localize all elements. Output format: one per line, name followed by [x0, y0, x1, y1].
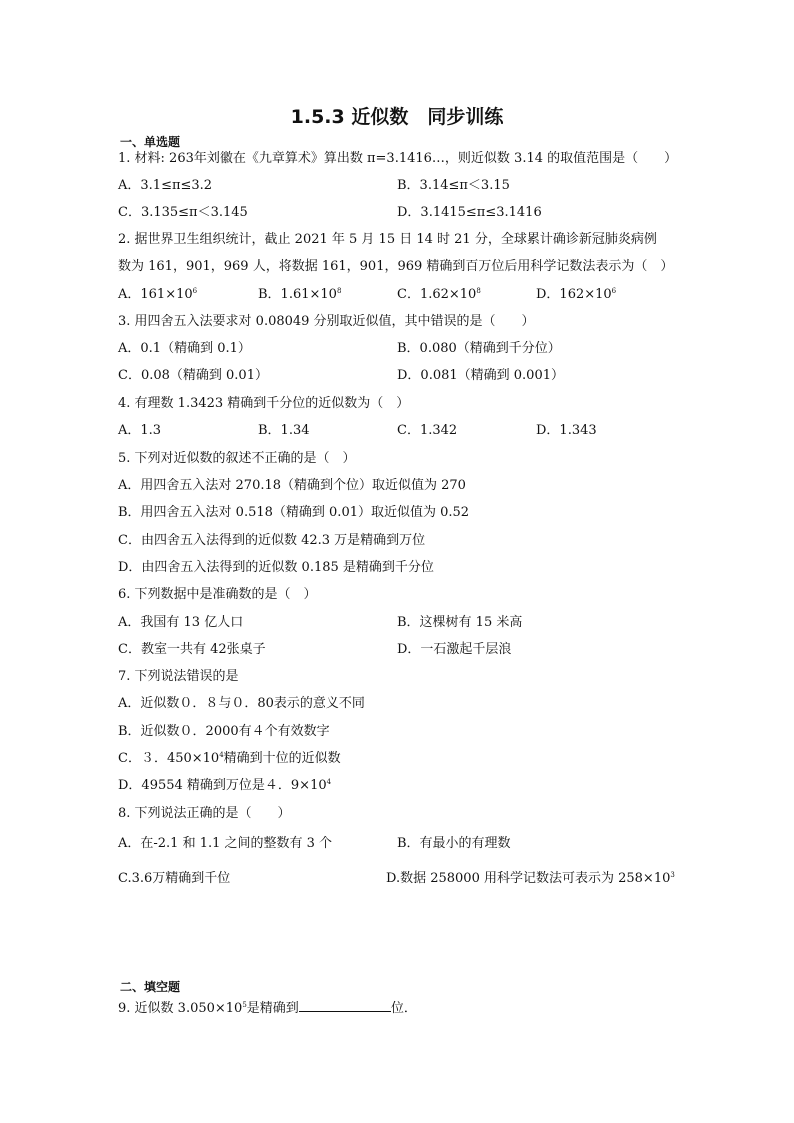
question-3-option-d[interactable]: D．0.081（精确到 0.001） — [397, 368, 564, 383]
question-9-middle: 是精确到 — [246, 1001, 299, 1016]
question-8-option-a[interactable]: A．在-2.1 和 1.1 之间的整数有 3 个 — [118, 836, 333, 851]
question-6-option-b[interactable]: B．这棵树有 15 米高 — [397, 615, 523, 630]
question-3-stem: 3. 用四舍五入法要求对 0.08049 分别取近似值，其中错误的是（ ） — [118, 314, 535, 329]
question-7-option-b[interactable]: B．近似数０．2000有４个有效数字 — [118, 724, 330, 739]
question-5-option-a[interactable]: A．用四舍五入法对 270.18（精确到个位）取近似值为 270 — [118, 478, 466, 493]
question-2-option-a[interactable] — [118, 286, 197, 304]
question-6-option-a[interactable]: A．我国有 13 亿人口 — [118, 615, 244, 630]
option-d-base: D.数据 258000 用科学记数法可表示为 258×10 — [386, 871, 671, 886]
question-6-options-row-1 — [118, 614, 698, 632]
question-5-option-b[interactable]: B．用四舍五入法对 0.518（精确到 0.01）取近似值为 0.52 — [118, 505, 470, 520]
question-6-option-c[interactable]: C．教室一共有 42张桌子 — [118, 642, 266, 657]
question-1-options-row-1 — [118, 177, 698, 195]
option-c-base: C．1.62×10 — [397, 287, 477, 302]
question-4-stem: 4. 有理数 1.3423 精确到千分位的近似数为（ ） — [118, 396, 410, 411]
question-9-prefix: 9. 近似数 3.050×10 — [118, 1001, 243, 1016]
question-8-options-row-1 — [118, 835, 698, 853]
question-8-stem: 8. 下列说法正确的是（ ） — [118, 806, 291, 821]
question-3-option-c[interactable]: C．0.08（精确到 0.01） — [118, 368, 268, 383]
option-d-exponent: 4 — [326, 778, 332, 786]
option-d-base: D．162×10 — [536, 287, 612, 302]
question-2-options-row — [118, 286, 698, 304]
question-3-option-b[interactable]: B．0.080（精确到千分位） — [397, 341, 561, 356]
question-1-option-a[interactable]: A．3.1≤π≤3.2 — [118, 178, 213, 193]
question-4-option-b[interactable]: B．1.34 — [258, 423, 310, 438]
question-4-options-row — [118, 422, 698, 440]
option-d-exponent: 3 — [670, 871, 675, 879]
section-heading-fill-in: 二、填空题 — [120, 980, 181, 994]
question-4-option-c[interactable]: C．1.342 — [397, 423, 458, 438]
question-2-option-d[interactable] — [536, 286, 616, 304]
option-c-exponent: 8 — [476, 287, 481, 295]
option-a-exponent: 6 — [192, 287, 198, 295]
question-8-option-c[interactable]: C.3.6万精确到千位 — [118, 871, 231, 886]
question-8-option-d[interactable] — [386, 870, 675, 888]
option-c-rest: 精确到十位的近似数 — [223, 751, 341, 766]
question-5-option-d[interactable]: D．由四舍五入法得到的近似数 0.185 是精确到千分位 — [118, 560, 434, 575]
question-1-options-row-2 — [118, 204, 698, 222]
question-8-option-b[interactable]: B．有最小的有理数 — [397, 836, 511, 851]
question-2-stem-line-2: 数为 161，901，969 人，将数据 161，901，969 精确到百万位后用科学记数法表示为（ ） — [118, 259, 674, 274]
question-6-option-d[interactable]: D．一石激起千层浪 — [397, 642, 512, 657]
question-1-option-b[interactable]: B．3.14≤π＜3.15 — [397, 178, 510, 193]
question-7-option-c[interactable] — [118, 750, 341, 768]
question-7-option-a[interactable]: A．近似数０．８与０．80表示的意义不同 — [118, 696, 365, 711]
option-c-exponent: 4 — [219, 751, 224, 759]
question-2-option-c[interactable] — [397, 286, 481, 304]
question-7-option-d[interactable] — [118, 777, 331, 795]
question-7-stem: 7. 下列说法错误的是 — [118, 669, 239, 684]
question-3-options-row-1 — [118, 340, 698, 358]
question-2-option-b[interactable] — [258, 286, 341, 304]
option-b-exponent: 8 — [336, 287, 342, 295]
question-1-option-d[interactable]: D．3.1415≤π≤3.1416 — [397, 205, 542, 220]
question-1-stem: 1. 材料: 263年刘徽在《九章算术》算出数 π=3.1416…，则近似数 3.14 的取值范围是（ ） — [118, 151, 678, 166]
question-6-options-row-2 — [118, 641, 698, 659]
option-d-exponent: 6 — [611, 287, 617, 295]
question-4-option-d[interactable]: D．1.343 — [536, 423, 597, 438]
option-d-base: D．49554 精确到万位是４．9×10 — [118, 778, 327, 793]
question-6-stem: 6. 下列数据中是准确数的是（ ） — [118, 587, 317, 602]
question-4-option-a[interactable]: A．1.3 — [118, 423, 162, 438]
question-9-exponent: 5 — [242, 1001, 247, 1009]
section-heading-single-choice: 一、单选题 — [120, 135, 181, 149]
question-5-option-c[interactable]: C．由四舍五入法得到的近似数 42.3 万是精确到万位 — [118, 533, 426, 548]
question-9-answer-blank[interactable] — [299, 997, 391, 1012]
question-3-option-a[interactable]: A．0.1（精确到 0.1） — [118, 341, 251, 356]
question-8-options-row-2 — [118, 870, 698, 888]
question-9-suffix: 位． — [390, 1001, 417, 1016]
page-title: 1.5.3 近似数 同步训练 — [290, 106, 504, 128]
question-1-option-c[interactable]: C．3.135≤π＜3.145 — [118, 205, 248, 220]
question-3-options-row-2 — [118, 367, 698, 385]
question-9 — [118, 997, 417, 1018]
option-b-base: B．1.61×10 — [258, 287, 337, 302]
option-a-base: A．161×10 — [118, 287, 193, 302]
question-2-stem-line-1: 2. 据世界卫生组织统计，截止 2021 年 5 月 15 日 14 时 21 分，全球累计确诊新冠肺炎病例 — [118, 232, 657, 247]
question-5-stem: 5. 下列对近似数的叙述不正确的是（ ） — [118, 451, 356, 466]
option-c-base: C．３．450×10 — [118, 751, 220, 766]
